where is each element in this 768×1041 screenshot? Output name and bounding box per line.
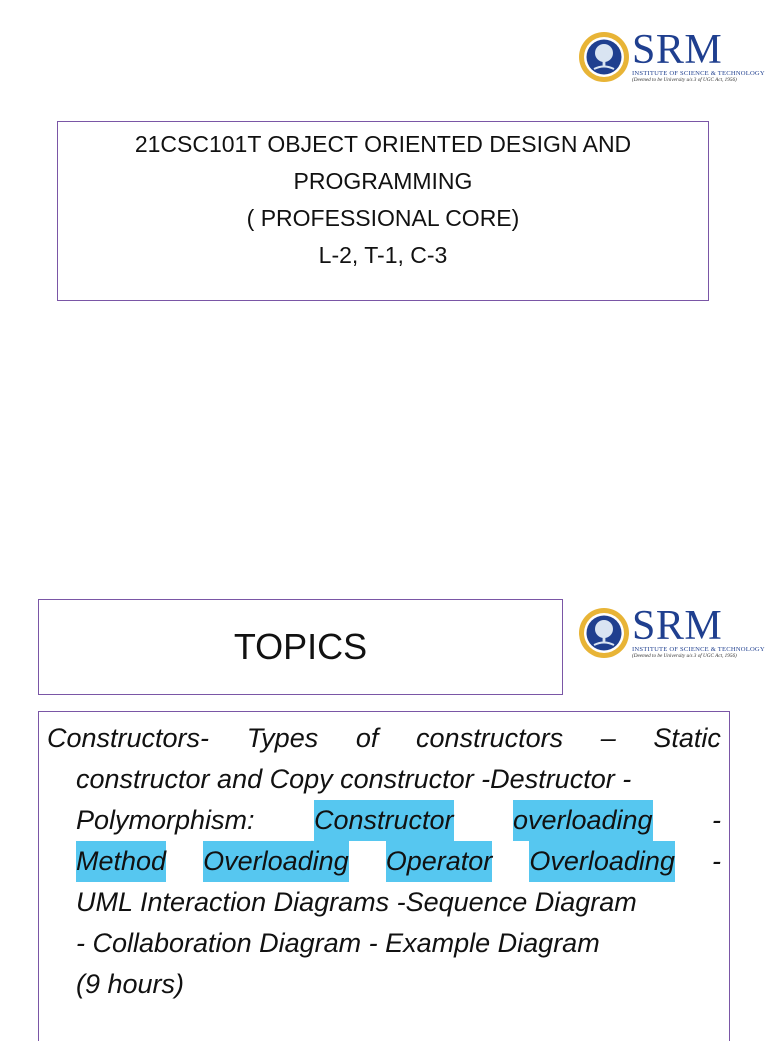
highlighted-topic-word: overloading: [513, 800, 653, 841]
topic-word: constructors: [416, 723, 564, 753]
topic-line: [47, 882, 721, 923]
topic-word: -: [712, 846, 721, 876]
highlighted-topic-word: Overloading: [529, 841, 675, 882]
course-credits: L-2, T-1, C-3: [318, 242, 448, 268]
brand-tagline: (Deemed to be University u/s 3 of UGC Act, 1956): [632, 653, 737, 659]
topic-line: [47, 800, 721, 841]
topic-line: [47, 841, 721, 882]
brand-name: SRM: [632, 27, 723, 73]
highlighted-topic-word: Overloading: [203, 841, 349, 882]
topic-word: UML Interaction Diagrams -Sequence Diagram: [76, 887, 637, 917]
topics-content-box: [38, 711, 730, 1041]
topic-line: [47, 964, 721, 1005]
brand-tagline: (Deemed to be University u/s 3 of UGC Act, 1956): [632, 77, 737, 83]
topic-word: constructor and Copy constructor -Destructor -: [76, 764, 632, 794]
course-title-line: 21CSC101T OBJECT ORIENTED DESIGN AND: [134, 131, 632, 157]
srm-logo: [578, 603, 765, 659]
topic-word: Static: [653, 723, 721, 753]
topic-word: - Collaboration Diagram - Example Diagram: [76, 928, 600, 958]
topics-heading-box: [38, 599, 563, 695]
brand-subtitle: INSTITUTE OF SCIENCE & TECHNOLOGY: [632, 70, 765, 77]
topic-word: -: [711, 805, 721, 835]
srm-logo: [578, 27, 765, 83]
brand-subtitle: INSTITUTE OF SCIENCE & TECHNOLOGY: [632, 646, 765, 653]
brand-name: SRM: [632, 603, 723, 649]
topic-word: Constructors-: [47, 723, 210, 753]
topic-word: –: [600, 723, 616, 753]
topics-content: [47, 718, 721, 1005]
topic-line: [47, 718, 721, 759]
topics-heading: TOPICS: [233, 626, 368, 667]
highlighted-topic-word: Method: [76, 841, 166, 882]
topic-line: [47, 759, 721, 800]
highlighted-topic-word: Constructor: [314, 800, 454, 841]
highlighted-topic-word: Operator: [386, 841, 493, 882]
topic-word: Types: [246, 723, 319, 753]
topic-word: (9 hours): [76, 969, 185, 999]
srm-seal-icon: [578, 31, 630, 83]
course-category: ( PROFESSIONAL CORE): [246, 205, 520, 231]
course-title-line: PROGRAMMING: [293, 168, 473, 194]
srm-seal-icon: [578, 607, 630, 659]
course-title-box: [57, 121, 709, 301]
topic-line: [47, 923, 721, 964]
topic-word: of: [355, 723, 379, 753]
topic-word: Polymorphism:: [76, 805, 255, 835]
